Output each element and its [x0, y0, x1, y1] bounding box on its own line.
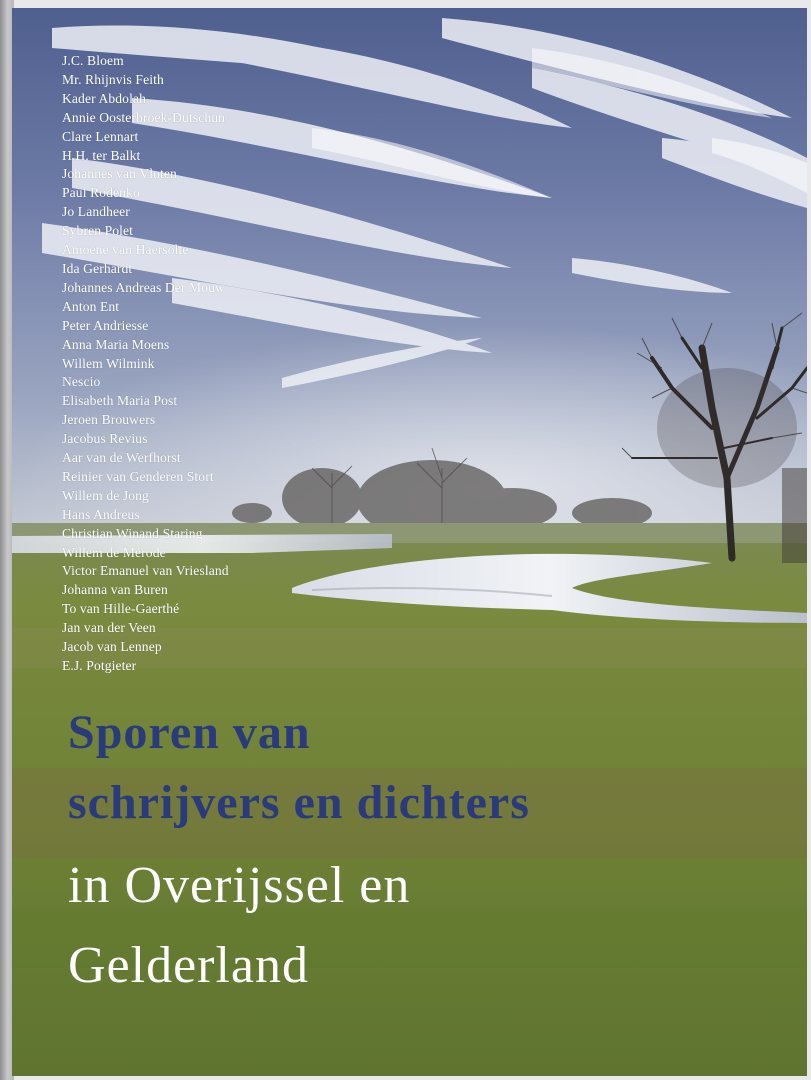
book-subtitle — [68, 846, 410, 1006]
book-title-line-1: Sporen van — [68, 706, 311, 759]
author-name: H.H. ter Balkt — [62, 147, 141, 163]
author-name: Mr. Rhijnvis Feith — [62, 71, 164, 87]
book-cover — [12, 8, 807, 1076]
author-name: Reinier van Genderen Stort — [62, 468, 214, 484]
author-name: E.J. Potgieter — [62, 658, 137, 673]
author-name: Nescio — [62, 374, 101, 390]
author-name: Elisabeth Maria Post — [62, 393, 178, 409]
author-name: Willem de Jong — [62, 487, 149, 503]
author-name: J.C. Bloem — [62, 53, 124, 68]
book-subtitle-line-2: Gelderland — [68, 937, 310, 994]
author-name: Hans Andreus — [62, 506, 140, 522]
author-name: Jeroen Brouwers — [62, 412, 156, 428]
author-name: Paul Rodenko — [62, 185, 140, 201]
author-name: To van Hille-Gaerthé — [62, 601, 180, 617]
author-name: Christian Winand Staring — [62, 525, 203, 541]
author-name: Jacobus Revius — [62, 431, 148, 447]
author-name: Kader Abdolah — [62, 90, 146, 106]
author-name: Clare Lennart — [62, 128, 139, 144]
author-name: Johannes Andreas Dèr Mouw — [62, 279, 225, 295]
author-name: Sybren Polet — [62, 223, 134, 239]
author-name: Johannes van Vloten — [62, 166, 177, 182]
author-name: Aar van de Werfhorst — [62, 450, 181, 466]
author-name: Annie Oosterbroek-Dutschun — [62, 109, 226, 125]
author-name: Victor Emanuel van Vriesland — [62, 563, 229, 579]
author-name: Johanna van Buren — [62, 582, 168, 598]
author-name: Anton Ent — [62, 298, 120, 314]
author-name: Ida Gerhardt — [62, 260, 133, 276]
author-name: Jan van der Veen — [62, 620, 156, 636]
book-title-line-2: schrijvers en dichters — [68, 776, 530, 829]
author-name: Amoene van Haersolte — [62, 242, 189, 258]
author-name: Jacob van Lennep — [62, 639, 162, 655]
book-title — [68, 698, 530, 838]
book-subtitle-line-1: in Overijssel en — [68, 857, 411, 914]
author-name: Jo Landheer — [62, 204, 130, 220]
author-list — [62, 52, 229, 676]
author-name: Willem Wilmink — [62, 355, 155, 371]
author-name: Peter Andriesse — [62, 317, 149, 333]
author-name: Willem de Mérode — [62, 544, 166, 560]
author-name: Anna Maria Moens — [62, 336, 170, 352]
